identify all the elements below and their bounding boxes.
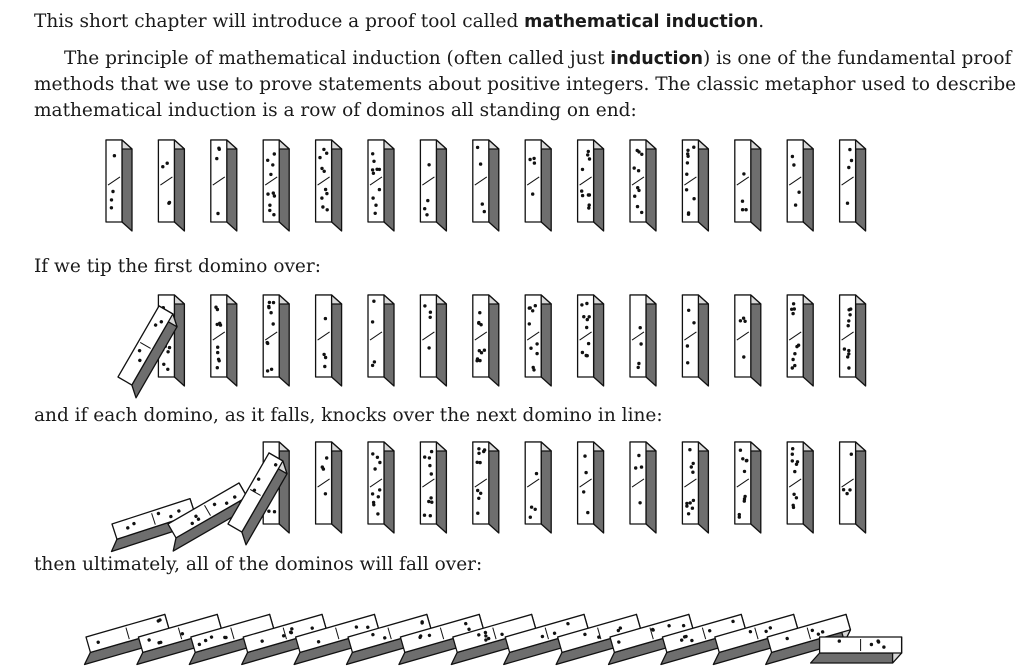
domino-icon (420, 295, 446, 386)
domino-icon (525, 442, 551, 533)
standing-dominos-figure (0, 130, 960, 235)
domino-icon (211, 295, 237, 386)
caption-tip-first: If we tip the first domino over: (34, 256, 321, 277)
principle-line-1 (64, 47, 1011, 71)
domino-icon (368, 442, 394, 533)
fallen-domino-icon (811, 637, 902, 663)
domino-icon (316, 295, 342, 386)
domino-icon (630, 442, 656, 533)
domino-icon (840, 295, 866, 386)
domino-icon (473, 295, 499, 386)
domino-icon (578, 295, 604, 386)
domino-icon (682, 140, 708, 231)
dominos-chain-falling-figure (0, 432, 960, 537)
first-domino-tipping-figure (0, 285, 960, 390)
domino-icon (682, 442, 708, 533)
domino-icon (578, 140, 604, 231)
domino-icon (840, 140, 866, 231)
domino-icon (263, 140, 289, 231)
domino-icon (682, 295, 708, 386)
domino-icon (787, 442, 813, 533)
domino-icon (263, 295, 289, 386)
term-mathematical-induction: mathematical induction (524, 12, 759, 32)
intro-period: . (758, 11, 765, 32)
principle-line-2: methods that we use to prove statements about positive integers. The classic metaphor used to describe (34, 74, 1016, 95)
domino-icon (735, 140, 761, 231)
domino-icon (787, 140, 813, 231)
domino-icon (735, 442, 761, 533)
domino-icon (630, 295, 656, 386)
domino-icon (420, 442, 446, 533)
principle-line-3: mathematical induction is a row of dominos all standing on end: (34, 100, 637, 121)
intro-text: This short chapter will introduce a proof tool called (34, 11, 525, 32)
domino-icon (368, 295, 394, 386)
term-induction: induction (610, 49, 703, 69)
domino-icon (106, 140, 132, 231)
domino-icon (525, 295, 551, 386)
domino-icon (840, 442, 866, 533)
principle-text-a: The principle of mathematical induction (often called just (64, 48, 611, 69)
domino-icon (630, 140, 656, 231)
caption-all-fall: then ultimately, all of the dominos will fall over: (34, 554, 483, 575)
domino-icon (158, 140, 184, 231)
domino-icon (473, 140, 499, 231)
domino-icon (368, 140, 394, 231)
domino-icon (787, 295, 813, 386)
principle-text-b: ) is one of the fundamental proof (702, 48, 1012, 69)
domino-icon (316, 140, 342, 231)
domino-icon (525, 140, 551, 231)
domino-icon (316, 442, 342, 533)
domino-icon (578, 442, 604, 533)
domino-icon (211, 140, 237, 231)
caption-knock-next: and if each domino, as it falls, knocks over the next domino in line: (34, 405, 663, 426)
domino-icon (473, 442, 499, 533)
domino-icon (735, 295, 761, 386)
all-dominos-fallen-figure (0, 582, 960, 652)
domino-icon (420, 140, 446, 231)
intro-line (34, 10, 764, 34)
